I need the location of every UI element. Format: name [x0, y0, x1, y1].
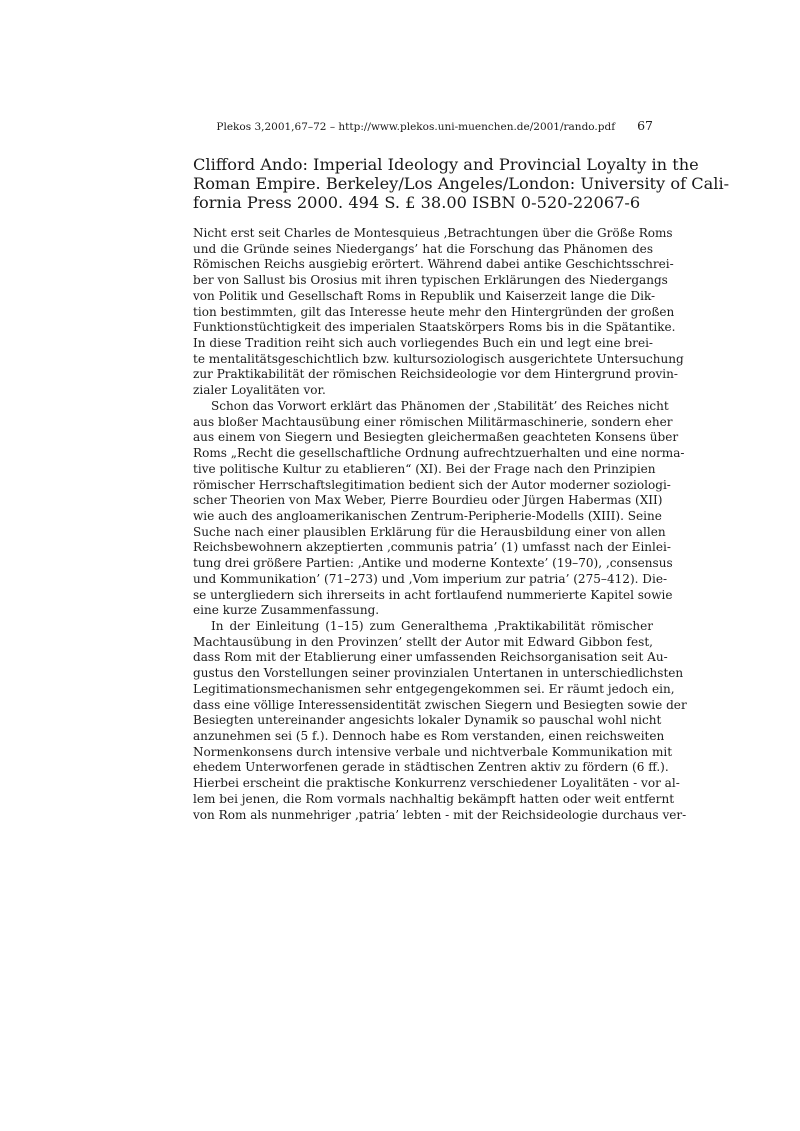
- text-line: tion bestimmten, gilt das Interesse heute mehr den Hintergründen der großen: [193, 304, 675, 319]
- text-line: und Kommunikation’ (71–273) und ‚Vom imperium zur patria’ (275–412). Die-: [193, 571, 668, 586]
- text-line: wie auch des angloamerikanischen Zentrum-Peripherie-Modells (XIII). Seine: [193, 508, 662, 523]
- text-line: Besiegten untereinander angesichts lokaler Dynamik so pauschal wohl nicht: [193, 713, 662, 728]
- text-line: Reichsbewohnern akzeptierten ‚communis patria’ (1) umfasst nach der Einlei-: [193, 540, 671, 555]
- text-line: römischer Herrschaftslegitimation bedient sich der Autor moderner soziologi-: [193, 477, 671, 492]
- text-line: Roms „Recht die gesellschaftliche Ordnung aufrechtzuerhalten und eine norma-: [193, 446, 685, 461]
- text-line: Machtausübung in den Provinzen’ stellt der Autor mit Edward Gibbon fest,: [193, 634, 653, 649]
- text-line: eine kurze Zusammenfassung.: [193, 603, 380, 618]
- text-line: ehedem Unterworfenen gerade in städtischen Zentren aktiv zu fördern (6 ff.).: [193, 760, 669, 775]
- text-line: Normenkonsens durch intensive verbale und nichtverbale Kommunikation mit: [193, 744, 673, 759]
- text-line: In der Einleitung (1–15) zum Generalthema ‚Praktikabilität römischer: [211, 618, 653, 633]
- text-line: von Politik und Gesellschaft Roms in Republik und Kaiserzeit lange die Dik-: [193, 288, 656, 303]
- text-line: Römischen Reichs ausgiebig erörtert. Während dabei antike Geschichtsschrei-: [193, 257, 674, 272]
- text-line: dass eine völlige Interessensidentität zwischen Siegern und Besiegten sowie der: [193, 697, 687, 712]
- text-line: anzunehmen sei (5 f.). Dennoch habe es Rom verstanden, einen reichsweiten: [193, 729, 665, 743]
- running-head: [193, 118, 653, 133]
- text-line: dass Rom mit der Etablierung einer umfassenden Reichsorganisation seit Au-: [193, 650, 668, 665]
- text-line: tive politische Kultur zu etablieren“ (XI). Bei der Frage nach den Prinzipien: [193, 461, 656, 476]
- text-line: tung drei größere Partien: ‚Antike und moderne Kontexte’ (19–70), ‚consensus: [193, 556, 673, 571]
- page-number: 67: [637, 118, 653, 133]
- paragraph: [193, 398, 685, 619]
- text-line: und die Gründe seines Niedergangs’ hat die Forschung das Phänomen des: [193, 241, 653, 256]
- text-line: scher Theorien von Max Weber, Pierre Bourdieu oder Jürgen Habermas (XII): [193, 493, 663, 508]
- text-line: se untergliedern sich ihrerseits in acht fortlaufend nummerierte Kapitel sowie: [193, 587, 673, 602]
- text-line: aus einem von Siegern und Besiegten gleichermaßen geachteten Konsens über: [193, 430, 679, 445]
- text-line: Schon das Vorwort erklärt das Phänomen der ‚Stabilität’ des Reiches nicht: [211, 398, 669, 413]
- text-line: Hierbei erscheint die praktische Konkurrenz verschiedener Loyalitäten - vor al-: [193, 776, 680, 791]
- title-line: Roman Empire. Berkeley/Los Angeles/London: University of Cali-: [193, 174, 730, 193]
- text-line: te mentalitätsgeschichtlich bzw. kultursoziologisch ausgerichtete Untersuchung: [193, 351, 684, 366]
- title-line: fornia Press 2000. 494 S. £ 38.00 ISBN 0-520-22067-6: [193, 193, 641, 212]
- text-line: ber von Sallust bis Orosius mit ihren typischen Erklärungen des Niedergangs: [193, 273, 668, 288]
- text-line: aus bloßer Machtausübung einer römischen Militärmaschinerie, sondern eher: [193, 414, 673, 429]
- text-line: lem bei jenen, die Rom vormals nachhaltig bekämpft hatten oder weit entfernt: [193, 791, 675, 806]
- text-line: von Rom als nunmehriger ‚patria’ lebten - mit der Reichsideologie durchaus ver-: [193, 807, 687, 822]
- review-title: [193, 155, 730, 212]
- text-line: zialer Loyalitäten vor.: [193, 383, 326, 398]
- text-line: Suche nach einer plausiblen Erklärung für die Herausbildung einer von allen: [193, 524, 666, 539]
- paragraph: [193, 618, 687, 823]
- text-line: Nicht erst seit Charles de Montesquieus ‚Betrachtungen über die Größe Roms: [193, 226, 673, 240]
- text-line: In diese Tradition reiht sich auch vorliegendes Buch ein und legt eine brei-: [193, 336, 653, 351]
- text-line: Legitimationsmechanismen sehr entgegengekommen sei. Er räumt jedoch ein,: [193, 681, 675, 696]
- text-line: gustus den Vorstellungen seiner provinzialen Untertanen in unterschiedlichsten: [193, 666, 684, 681]
- paragraph: [193, 226, 684, 399]
- title-line: Clifford Ando: Imperial Ideology and Provincial Loyalty in the: [193, 155, 699, 174]
- text-line: Funktionstüchtigkeit des imperialen Staatskörpers Roms bis in die Spätantike.: [193, 320, 676, 335]
- review-body: [193, 226, 687, 823]
- journal-citation: Plekos 3,2001,67–72 – http://www.plekos.uni-muenchen.de/2001/rando.pdf: [216, 121, 616, 133]
- text-line: zur Praktikabilität der römischen Reichsideologie vor dem Hintergrund provin-: [193, 367, 678, 382]
